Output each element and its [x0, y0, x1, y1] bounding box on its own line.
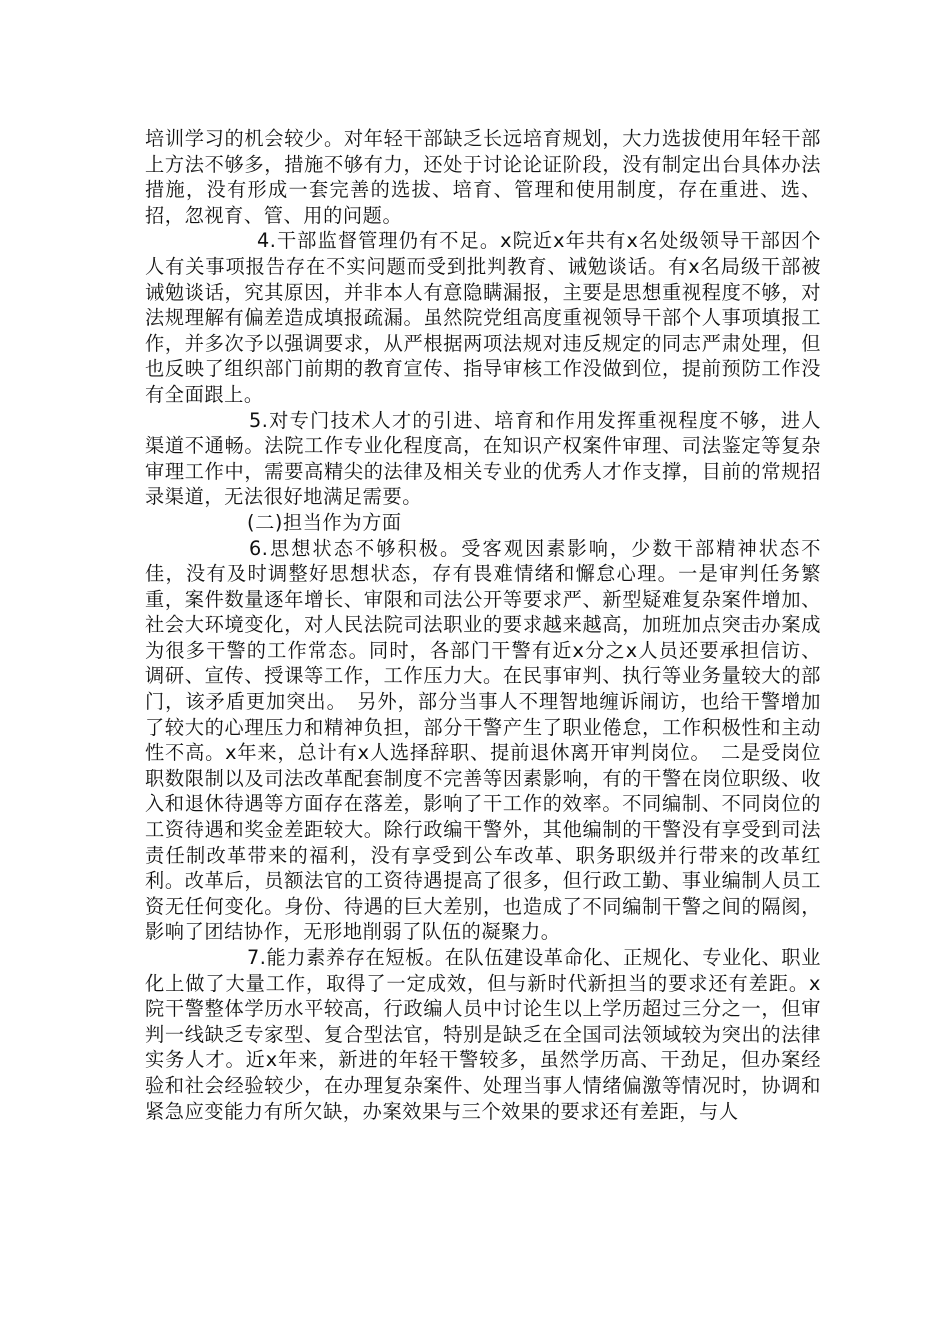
- paragraph-item-6-mindset: 6.思想状态不够积极。受客观因素影响，少数干部精神状态不佳，没有及时调整好思想状态，存有畏难情绪和懈怠心理。一是审判任务繁重，案件数量逐年增长、审限和司法公开等要求严、新型疑难复杂案件增加、社会大环境变化，对人民法院司法职业的要求越来越高，加班加点突击办案成为很多干警的工作常态。同时，各部门干警有近x分之x人员还要承担信访、调研、宣传、授课等工作，工作压力大。在民事审判、执行等业务量较大的部门，该矛盾更加突出。 另外，部分当事人不理智地缠诉闹访，也给干警增加了较大的心理压力和精神负担，部分干警产生了职业倦怠，工作积极性和主动性不高。x年来，总计有x人选择辞职、提前退休离开审判岗位。 二是受岗位职数限制以及司法改革配套制度不完善等因素影响，有的干警在岗位职级、收入和退休待遇等方面存在落差，影响了干工作的效率。不同编制、不同岗位的工资待遇和奖金差距较大。除行政编干警外，其他编制的干警没有享受到司法责任制改革带来的福利，没有享受到公车改革、职务职级并行带来的改革红利。改革后，员额法官的工资待遇提高了很多，但行政工勤、事业编制人员工资无任何变化。身份、待遇的巨大差别，也造成了不同编制干警之间的隔阂，影响了团结协作，无形地削弱了队伍的凝聚力。: [145, 536, 821, 944]
- paragraph-training-continuation: 培训学习的机会较少。对年轻干部缺乏长远培育规划，大力选拔使用年轻干部上方法不够多，措施不够有力，还处于讨论论证阶段，没有制定出台具体办法措施，没有形成一套完善的选拔、培育、管理和使用制度，存在重进、选、招，忽视育、管、用的问题。: [145, 127, 821, 227]
- paragraph-item-4-supervision: 4.干部监督管理仍有不足。x院近x年共有x名处级领导干部因个人有关事项报告存在不实问题而受到批判教育、诫勉谈话。有x名局级干部被诫勉谈话，究其原因，并非本人有意隐瞒漏报，主要是思想重视程度不够，对法规理解有偏差造成填报疏漏。虽然院党组高度重视领导干部个人事项填报工作，并多次予以强调要求，从严根据两项法规对违反规定的同志严肃处理，但也反映了组织部门前期的教育宣传、指导审核工作没做到位，提前预防工作没有全面跟上。: [145, 229, 821, 406]
- paragraph-item-7-ability: 7.能力素养存在短板。在队伍建设革命化、正规化、专业化、职业化上做了大量工作，取得了一定成效，但与新时代新担当的要求还有差距。x院干警整体学历水平较高，行政编人员中讨论生以上学历超过三分之一，但审判一线缺乏专家型、复合型法官，特别是缺乏在全国司法领域较为突出的法律实务人才。近x年来，新进的年轻干警较多，虽然学历高、干劲足，但办案经验和社会经验较少，在办理复杂案件、处理当事人情绪偏激等情况时，协调和紧急应变能力有所欠缺，办案效果与三个效果的要求还有差距，与人: [145, 946, 821, 1123]
- document-body: [145, 126, 821, 1124]
- section-heading-responsibility: (二)担当作为方面: [247, 510, 402, 534]
- paragraph-item-5-talent: 5.对专门技术人才的引进、培育和作用发挥重视程度不够，进人渠道不通畅。法院工作专业化程度高，在知识产权案件审理、司法鉴定等复杂审理工作中，需要高精尖的法律及相关专业的优秀人才作支撑，目前的常规招录渠道，无法很好地满足需要。: [145, 408, 821, 509]
